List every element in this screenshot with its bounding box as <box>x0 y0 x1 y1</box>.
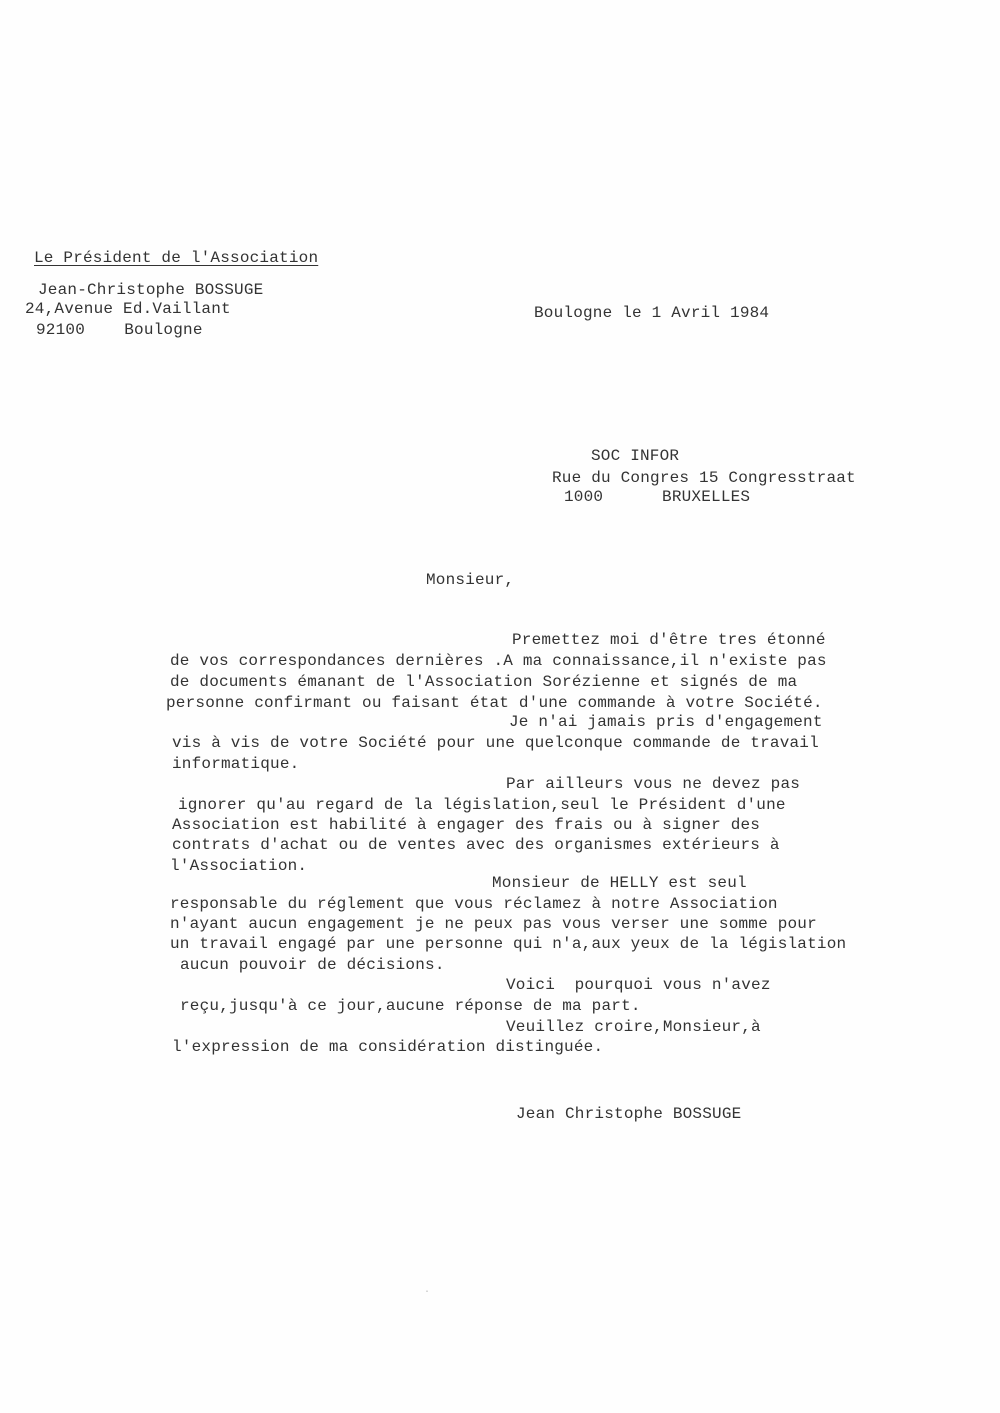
sender-name: Jean-Christophe BOSSUGE <box>38 281 264 299</box>
recipient-name: SOC INFOR <box>591 447 680 465</box>
recipient-city: 1000 BRUXELLES <box>564 488 751 506</box>
body-line: reçu,jusqu'à ce jour,aucune réponse de ma part. <box>180 997 641 1015</box>
body-line: Monsieur de HELLY est seul <box>492 874 747 892</box>
body-line: aucun pouvoir de décisions. <box>180 956 445 974</box>
sender-city: 92100 Boulogne <box>36 321 203 339</box>
body-line: vis à vis de votre Société pour une quelconque commande de travail <box>172 734 819 752</box>
body-line: contrats d'achat ou de ventes avec des organismes extérieurs à <box>172 836 780 854</box>
body-line: Je n'ai jamais pris d'engagement <box>509 713 823 731</box>
body-line: Association est habilité à engager des frais ou à signer des <box>172 816 761 834</box>
body-line: ignorer qu'au regard de la législation,seul le Président d'une <box>178 796 786 814</box>
body-line: responsable du réglement que vous réclamez à notre Association <box>170 895 778 913</box>
body-line: informatique. <box>172 755 300 773</box>
sender-street: 24,Avenue Ed.Vaillant <box>25 300 231 318</box>
body-line: Premettez moi d'être tres étonné <box>512 631 826 649</box>
body-line: l'expression de ma considération distinguée. <box>172 1038 604 1056</box>
body-line: personne confirmant ou faisant état d'une commande à votre Société. <box>166 694 823 712</box>
salutation: Monsieur, <box>426 571 515 589</box>
body-line: Veuillez croire,Monsieur,à <box>506 1018 761 1036</box>
stray-mark: · <box>424 1287 431 1298</box>
signature: Jean Christophe BOSSUGE <box>516 1105 742 1123</box>
sender-title: Le Président de l'Association <box>34 249 319 267</box>
dateline: Boulogne le 1 Avril 1984 <box>534 304 770 322</box>
body-line: de documents émanant de l'Association Sorézienne et signés de ma <box>170 673 798 691</box>
body-line: Par ailleurs vous ne devez pas <box>506 775 801 793</box>
recipient-street: Rue du Congres 15 Congresstraat <box>552 469 856 487</box>
body-line: Voici pourquoi vous n'avez <box>506 976 771 994</box>
body-line: l'Association. <box>170 857 308 875</box>
body-line: un travail engagé par une personne qui n'a,aux yeux de la législation <box>170 935 847 953</box>
body-line: de vos correspondances dernières .A ma connaissance,il n'existe pas <box>170 652 827 670</box>
body-line: n'ayant aucun engagement je ne peux pas vous verser une somme pour <box>170 915 817 933</box>
